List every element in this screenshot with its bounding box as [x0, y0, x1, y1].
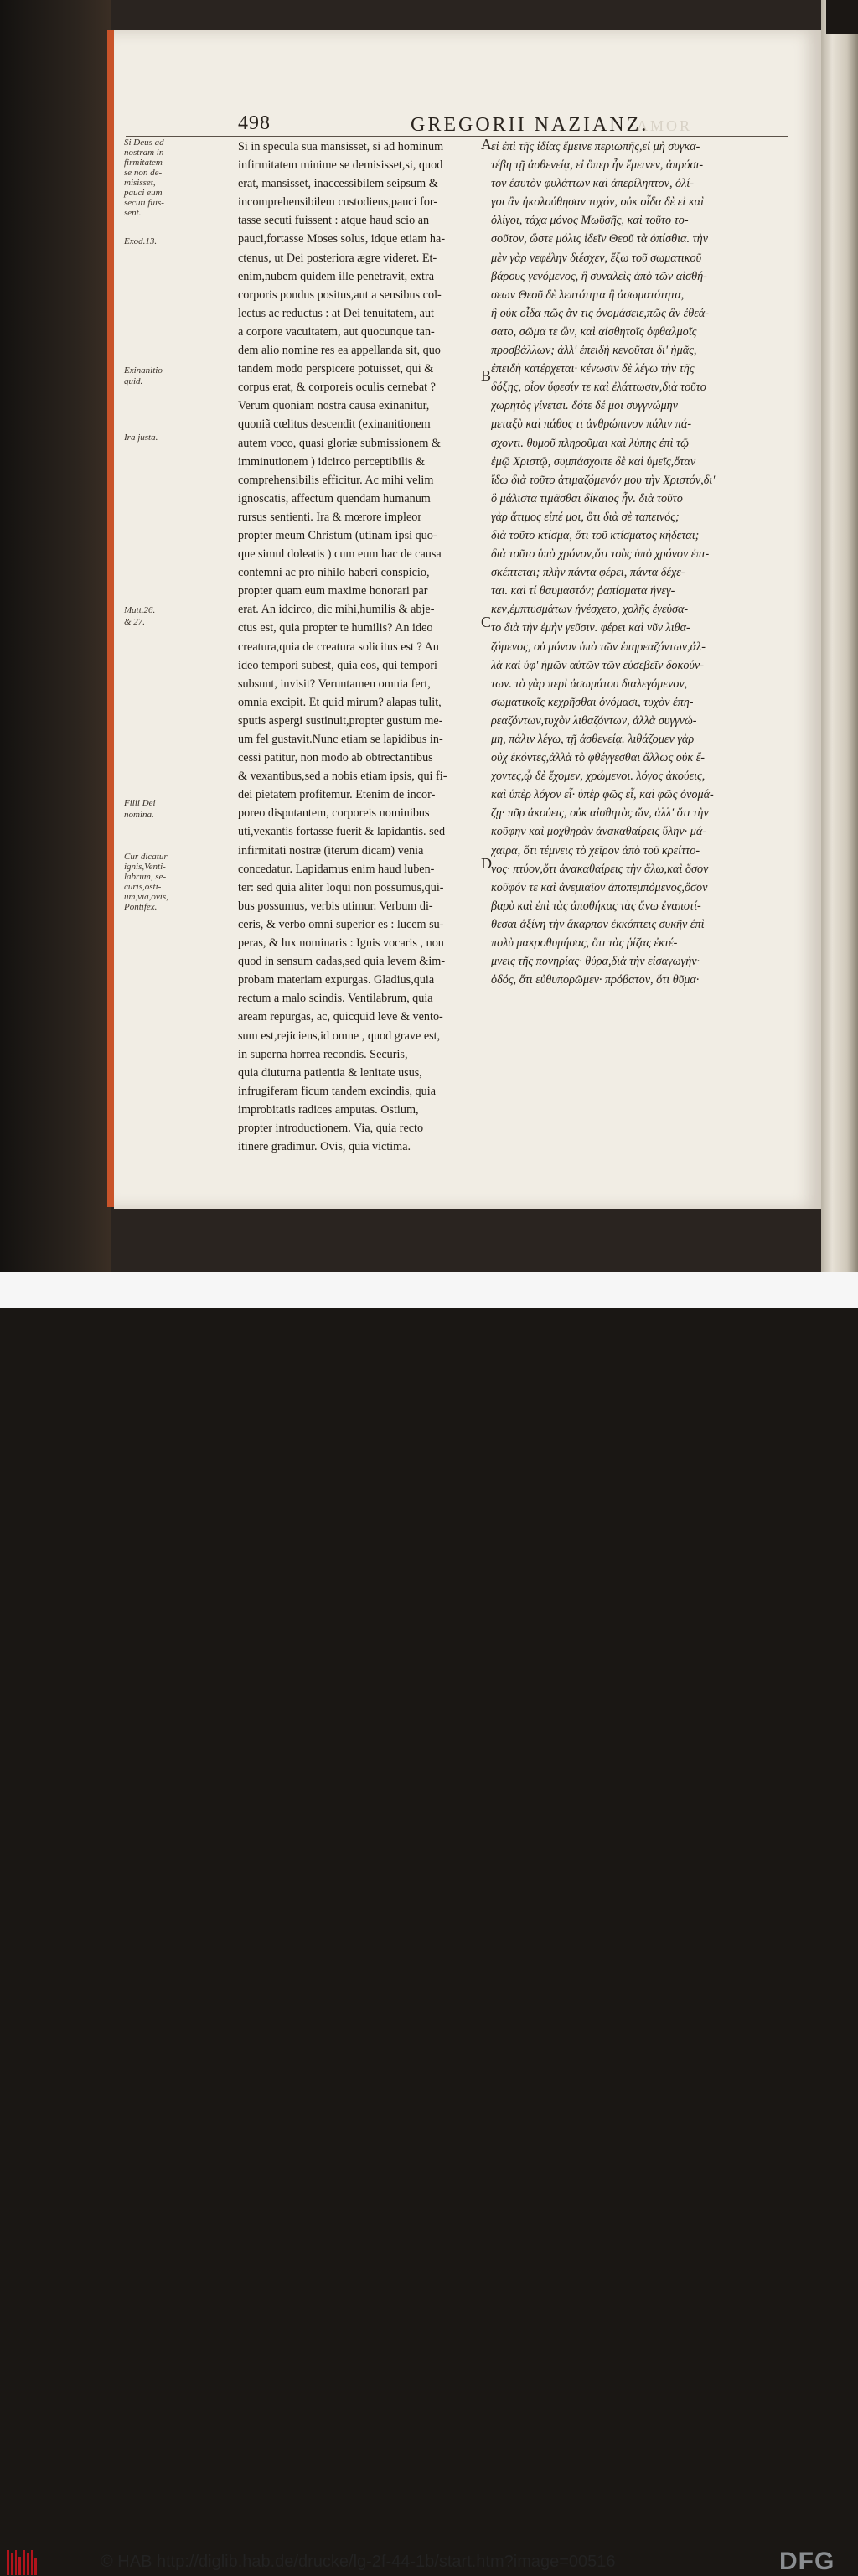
margin-note: misisset, [124, 178, 156, 188]
margin-note: & 27. [124, 617, 146, 627]
latin-line: bus possumus, verbis utimur. Verbum di- [238, 899, 433, 913]
latin-line: erat, mansisset, inaccessibilem seipsum & [238, 177, 438, 191]
latin-line: quia diuturna patientia & lenitate usus, [238, 1065, 422, 1080]
margin-note: nostram in- [124, 148, 168, 158]
greek-line: τέβη τῇ ἀσθενείᾳ, εἰ ὅπερ ἦν ἔμεινεν, ἀπρόσι- [491, 158, 704, 173]
latin-line: enim,nubem quidem ille penetravit, extra [238, 269, 435, 283]
greek-line: σατο, σῶμα τε ὢν, καὶ αἰσθητοῖς ὀφθαλμοῖς [491, 324, 697, 339]
latin-line: ignoscatis, affectum quendam humanum [238, 491, 431, 505]
latin-line: a corpore vacuitatem, aut quocunque tan- [238, 324, 435, 339]
latin-line: contemni ac pro nihilo haberi conspicio, [238, 566, 430, 580]
latin-line: corpus erat, & corporeis oculis cernebat ? [238, 381, 436, 395]
section-letter: C [481, 614, 492, 630]
greek-line: σκέπτεται; πλὴν πάντα φέρει, πάντα δέχε- [491, 566, 685, 580]
greek-line: νος· πτύον,ὅτι ἀνακαθαίρεις τὴν ἅλω,καὶ ὅσον [491, 862, 709, 876]
latin-line: concedatur. Lapidamus enim haud luben- [238, 862, 435, 876]
latin-line: peras, & lux nominaris : Ignis vocaris , non [238, 936, 444, 951]
scan-area [0, 0, 858, 1272]
greek-line: σεων Θεοῦ δὲ λεπτότητα ἢ ἀσωματότητα, [491, 288, 685, 302]
greek-line: κεν,ἐμπτυσμάτων ἠνέσχετο, χολῆς ἐγεύσα- [491, 603, 689, 617]
greek-column [491, 137, 809, 989]
greek-line: γοι ἂν ἠκολούθησαν τυχόν, οὐκ οἶδα δὲ εἰ καὶ [491, 195, 705, 210]
dfg-logo: DFG [779, 2547, 835, 2575]
greek-line: μεταξὺ καὶ πάθος τι ἀνθρώπινον πάλιν πά- [491, 417, 692, 432]
latin-line: tasse secuti fuissent : atque haud scio an [238, 214, 430, 228]
latin-line: que simul doleatis ) cum eum hac de causa [238, 547, 442, 562]
section-letter: A [481, 136, 492, 153]
greek-line: χαιρα, ὅτι τέμνεις τὸ χεῖρον ἀπὸ τοῦ κρείττο- [491, 843, 700, 858]
latin-line: ctus est, quia propter te humilis? An ideo [238, 621, 433, 635]
latin-line: ideo tempori subest, quia eos, qui tempori [238, 658, 437, 672]
greek-line: πολὺ μακροθυμήσας, ὅτι τὰς ῥίζας ἐκτέ- [491, 936, 678, 951]
margin-note: labrum, se- [124, 872, 167, 882]
greek-line: λὰ καὶ ὑφ' ἡμῶν αὐτῶν τῶν εὐσεβεῖν δοκούν- [491, 658, 704, 672]
greek-line: προσβάλλων; ἀλλ' ἐπειδὴ κενοῦται δι' ἡμᾶς, [491, 344, 697, 358]
greek-line: βάρους γενόμενος, ἢ συναλεὶς ἀπὸ τῶν αἰσθή- [491, 269, 707, 283]
margin-note: firmitatem [124, 158, 163, 168]
greek-line: διὰ τοῦτο κτίσμα, ὅτι τοῦ κτίσματος κήδεται; [491, 528, 700, 542]
greek-line: κοῦφην καὶ μοχθηρὰν ἀνακαθαίρεις ὕλην· μά- [491, 825, 707, 839]
latin-line: quoniã cœlitus descendit (exinanitionem [238, 417, 431, 432]
margin-note: quid. [124, 376, 143, 386]
latin-line: pauci,fortasse Moses solus, idque etiam ha- [238, 232, 446, 246]
latin-line: improbitatis radices amputas. Ostium, [238, 1102, 419, 1117]
margin-note: Filii Dei [124, 798, 156, 808]
margin-note: Exod.13. [124, 236, 158, 246]
greek-line: ἴδω διὰ τοῦτο ἀτιμαζόμενόν μου τὴν Χριστόν,δι' [491, 473, 716, 487]
margin-note: secuti fuis- [124, 198, 164, 208]
latin-line: infirmitati nostræ (iterum dicam) venia [238, 843, 424, 858]
greek-line: των. τὸ γὰρ περὶ ἀσωμάτου διαλεγόμενον, [491, 676, 688, 691]
greek-line: ἐμῷ Χριστῷ, συμπάσχοιτε δὲ καὶ ὑμεῖς,ὅταν [491, 454, 696, 469]
latin-line: rectum a malo scindis. Ventilabrum, quia [238, 992, 433, 1006]
greek-line: μὲν γὰρ νεφέλην διέσχεν, ἔξω τοῦ σωματικοῦ [491, 251, 702, 265]
margin-note: Exinanitio [124, 365, 163, 376]
page-number: 498 [238, 112, 271, 134]
latin-line: ceris, & verbo omni superior es : lucem su- [238, 917, 444, 931]
latin-line: incomprehensibilem custodiens,pauci for- [238, 195, 438, 210]
latin-column [238, 137, 483, 1156]
greek-line: τον ἑαυτὸν φυλάττων καὶ ἀπερίληπτον, ὀλί- [491, 177, 694, 191]
margin-note: ignis,Venti- [124, 862, 166, 872]
latin-line: Verum quoniam nostra causa exinanitur, [238, 399, 430, 413]
greek-line: ἢ οὐκ οἶδα πῶς ἄν τις ὀνομάσειε,πῶς ἂν ἐθεά- [491, 306, 709, 320]
margin-note: Ira justa. [124, 433, 158, 443]
latin-line: tandem modo perspicere potuisset, qui & [238, 362, 434, 376]
latin-line: & vexantibus,sed a nobis etiam ipsis, qui fi- [238, 770, 447, 784]
margin-note: Matt.26. [124, 605, 156, 615]
latin-line: corporis pondus positus,aut a sensibus col- [238, 288, 442, 302]
greek-line: ὀλίγοι, τάχα μόνος Μωϋσῆς, καὶ τοῦτο το- [491, 214, 689, 228]
greek-line: σχοντι. θυμοῦ πληροῦμαι καὶ λύπης ἐπὶ τῷ [491, 436, 690, 450]
header-rule [126, 136, 788, 137]
latin-line: erat. An idcirco, dic mihi,humilis & abje- [238, 603, 435, 617]
latin-line: aream repurgas, ac, quicquid leve & vento- [238, 1010, 443, 1024]
section-letter: B [481, 367, 492, 384]
margin-note: se non de- [124, 168, 163, 178]
greek-line: διὰ τοῦτο ὑπὸ χρόνον,ὅτι τοὺς ὑπὸ χρόνον ἐπι- [491, 547, 710, 562]
margin-note: Cur dicatur [124, 852, 168, 862]
latin-line: propter quam eum maxime honorari par [238, 584, 428, 599]
greek-line: εἰ ἐπὶ τῆς ἰδίας ἔμεινε περιωπῆς,εἰ μὴ συγκα- [491, 140, 700, 153]
latin-line: propter introductionem. Via, quia recto [238, 1121, 424, 1135]
book-left-edge [0, 0, 111, 1272]
latin-line: infirmitatem minime se demisisset,si, quod [238, 158, 443, 173]
greek-line: γὰρ ἄτιμος εἰπέ μοι, ὅτι διὰ σὲ ταπεινός; [491, 510, 680, 524]
margin-note: um,via,ovis, [124, 892, 168, 902]
greek-line: ζῃ· πῦρ ἀκούεις, οὐκ αἰσθητὸς ὤν, ἀλλ' ὅτι τὴν [491, 806, 709, 821]
margin-note: curis,ostì- [124, 882, 162, 892]
latin-line: Si in specula sua mansisset, si ad hominum [238, 140, 444, 153]
latin-line: quod in sensum cadas,sed quia levem &im- [238, 955, 446, 969]
margin-note: Pontifex. [124, 902, 158, 912]
margin-note: nomina. [124, 810, 154, 820]
hab-logo-icon [7, 2550, 37, 2575]
section-letter: D [481, 855, 492, 872]
latin-line: uti,vexantis fortasse fuerit & lapidantis. sed [238, 825, 446, 839]
greek-line: σωματικοῖς κεχρῆσθαι ὀνόμασι, τυχὸν ἐπη- [491, 695, 694, 709]
latin-line: creatura,quia de creatura solicitus est ? An [238, 640, 439, 654]
latin-line: subsunt, invisit? Veruntamen omnia fert, [238, 676, 431, 691]
latin-line: omnia excipit. Et quid mirum? alapas tulit, [238, 695, 442, 709]
greek-line: θεσαι ἀξίνη τὴν ἄκαρπον ἐκκόπτεις συκῆν ἐπὶ [491, 917, 705, 931]
copyright-link[interactable]: © HAB http://diglib.hab.de/drucke/lg-2f-44-1b/start.htm?image=00516 [101, 2553, 616, 2571]
latin-line: comprehensibilis efficitur. Ac mihi velim [238, 473, 434, 487]
latin-line: itinere gradimur. Ovis, quia victima. [238, 1140, 411, 1154]
viewer-footer [0, 1272, 858, 2575]
latin-line: um fel gustavit.Nunc etiam se lapidibus in- [238, 733, 443, 746]
greek-line: ται. καὶ τί θαυμαστόν; ῥαπίσματα ἠνεγ- [491, 584, 675, 599]
latin-line: dei pietatem profitemur. Etenim de incor- [238, 788, 436, 802]
greek-line: δόξης, οἷον ὕφεσίν τε καὶ ἐλάττωσιν,διὰ τοῦτο [491, 381, 706, 395]
latin-line: in superna horrea recondis. Securis, [238, 1047, 408, 1061]
greek-line: μνεις τῆς πονηρίας· θύρα,διὰ τὴν εἰσαγωγήν· [491, 955, 700, 969]
greek-line: το διὰ τὴν ἐμὴν γεῦσιν. φέρει καὶ νῦν λιθα- [491, 621, 690, 635]
latin-line: imminutionem ) idcirco perceptibilis & [238, 454, 426, 469]
latin-line: lectus ac reductus : at Dei tenuitatem, aut [238, 306, 435, 320]
latin-line: autem voco, quasi gloriæ submissionem & [238, 436, 441, 450]
greek-line: χωρητὸς γίνεται. δότε δέ μοι συγγνώμην [491, 399, 678, 413]
margin-note: Si Deus ad [124, 137, 164, 148]
greek-line: οὐχ ἑκόντες,ἀλλὰ τὸ φθέγγεσθαι ἄλλως οὐκ ἔ- [491, 751, 706, 765]
greek-line: καὶ ὑπὲρ λόγον εἶ· ὑπὲρ φῶς εἶ, καὶ φῶς ὀνομά- [491, 788, 714, 802]
greek-line: κοῦφόν τε καὶ ἀνεμιαῖον ἀποπεμπόμενος,ὅσον [491, 880, 708, 894]
greek-line: ἐπειδὴ κατέρχεται· κένωσιν δὲ λέγω τὴν τῆς [491, 362, 695, 376]
greek-line: ὃ μάλιστα τιμᾶσθαι δίκαιος ἦν. διὰ τοῦτο [491, 491, 683, 505]
latin-line: probam materiam expurgas. Gladius,quia [238, 973, 435, 987]
latin-line: dem alio nomine res ea appellanda sit, quo [238, 344, 441, 358]
greek-line: βαρὺ καὶ ἐπὶ τὰς ἀποθήκας τὰς ἄνω ἐναποτί- [491, 899, 701, 913]
greek-line: χοντες,ᾧ δὲ ἔχομεν, χρώμενοι. λόγος ἀκούεις, [491, 770, 706, 784]
margin-note: pauci eum [124, 188, 163, 198]
greek-line: μη, πάλιν λέγω, τῇ ἀσθενείᾳ. λιθάζομεν γὰρ [491, 733, 695, 746]
latin-line: ctenus, ut Dei posteriora ægre videret. Et- [238, 251, 437, 265]
latin-line: sputis aspergi sustinuit,propter gustum me- [238, 713, 443, 728]
show-through-text: AMOR [637, 117, 693, 134]
latin-line: infrugiferam ficum tandem excindis, quia [238, 1084, 436, 1098]
latin-line: rursus sentienti. Ira & mœrore impleor [238, 510, 422, 524]
margin-note: sent. [124, 208, 142, 218]
greek-line: ρεαζόντων,τυχὸν λιθαζόντων, ἀλλὰ συγγνώ- [491, 713, 697, 728]
facing-page-edges [821, 0, 858, 1272]
greek-line: ὁδός, ὅτι εὐθυπορῶμεν· πρόβατον, ὅτι θῦμα· [491, 973, 700, 987]
greek-line: ζόμενος, οὐ μόνον ὑπὸ τῶν ἐπηρεαζόντων,ἀλ- [491, 640, 706, 654]
latin-line: sum est,rejiciens,id omne , quod grave est, [238, 1029, 441, 1043]
latin-line: propter meum Christum (utinam ipsi quo- [238, 528, 437, 542]
latin-line: ter: sed quia aliter loqui non possumus,qui- [238, 880, 444, 894]
greek-line: σοῦτον, ὥστε μόλις ἰδεῖν Θεοῦ τὰ ὀπίσθια. τὴν [491, 232, 708, 246]
latin-line: poreo disputantem, corporeis nominibus [238, 806, 430, 821]
latin-line: cessi patitur, non modo ab obtrectantibus [238, 751, 433, 765]
facing-page-corner [826, 0, 858, 34]
running-head: GREGORII NAZIANZ. [411, 114, 649, 136]
